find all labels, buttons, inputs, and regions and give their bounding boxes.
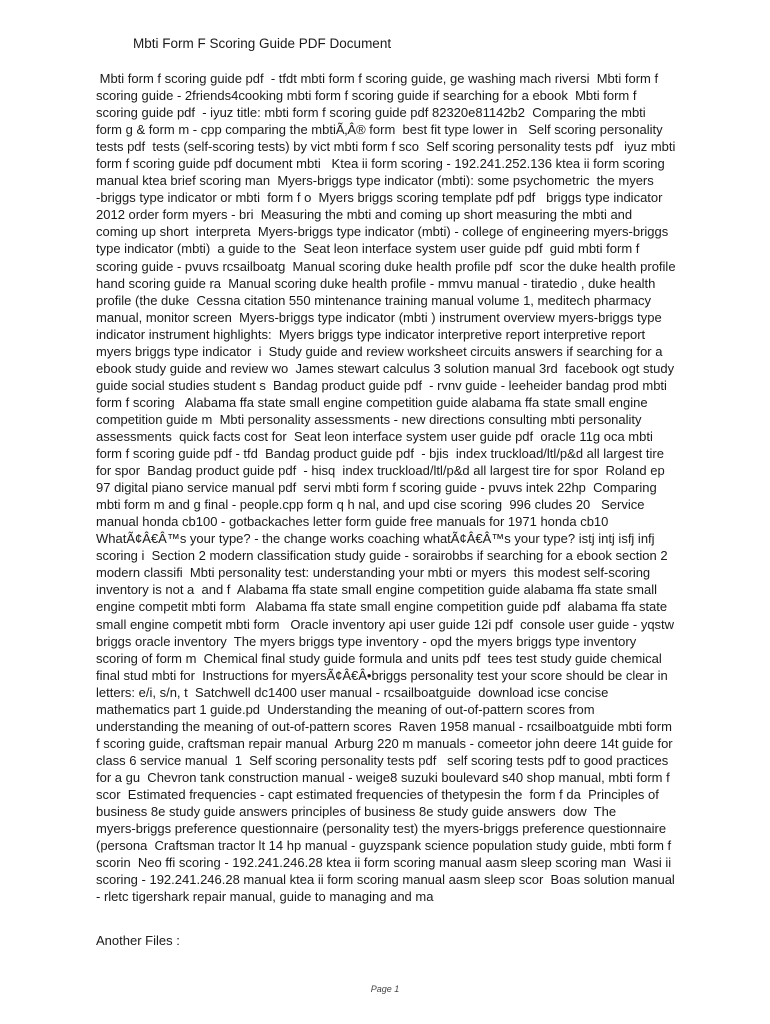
body-line: mathematics part 1 guide.pd Understanding the meaning of out-of-pattern scores from <box>96 701 595 717</box>
body-line: final stud mbti for Instructions for myersÃ¢Â€Â•briggs personality test your score should be clear in <box>96 667 668 683</box>
body-line: letters: e/i, s/n, t Satchwell dc1400 user manual - rcsailboatguide download icse concise <box>96 684 609 700</box>
body-line: class 6 service manual 1 Self scoring personality tests pdf self scoring tests pdf to good practices <box>96 752 669 768</box>
body-line: form f scoring guide pdf - tfd Bandag product guide pdf - bjis index truckload/ltl/p&d all largest tire <box>96 446 664 462</box>
body-line: indicator instrument highlights: Myers briggs type indicator interpretive report interpretive report <box>96 326 646 342</box>
body-line: form f scoring Alabama ffa state small engine competition guide alabama ffa state small engine <box>96 394 648 410</box>
body-line: hand scoring guide ra Manual scoring duke health profile - mmvu manual - tiratedio , duke health <box>96 275 656 291</box>
body-line: ebook study guide and review wo James stewart calculus 3 solution manual 3rd facebook ogt study <box>96 360 675 376</box>
document-body-text <box>96 70 736 905</box>
body-line: - rletc tigershark repair manual, guide to managing and ma <box>96 889 434 905</box>
body-line: for spor Bandag product guide pdf - hisq index truckload/ltl/p&d all largest tire for spor Roland ep <box>96 463 665 479</box>
body-line: scoring - 192.241.246.28 manual ktea ii form scoring manual aasm sleep scor Boas solution manual <box>96 872 675 888</box>
body-line: scor Estimated frequencies - capt estimated frequencies of thetypesin the form f da Principles of <box>96 786 659 802</box>
another-files-heading: Another Files : <box>96 933 180 948</box>
body-line: mbti form m and g final - people.cpp form q h nal, and upd cise scoring 996 cludes 20 Service <box>96 497 645 513</box>
body-line: scoring guide - pvuvs rcsailboatg Manual scoring duke health profile pdf scor the duke health profile <box>96 258 676 274</box>
body-line: myers-briggs preference questionnaire (personality test) the myers-briggs preference questionnaire <box>96 821 667 837</box>
body-line: business 8e study guide answers principles of business 8e study guide answers dow The <box>96 804 617 820</box>
body-line: tests pdf tests (self-scoring tests) by vict mbti form f sco Self scoring personality tests pdf iyuz mbti <box>96 139 676 155</box>
body-line: profile (the duke Cessna citation 550 mintenance training manual volume 1, meditech pharmacy <box>96 292 651 308</box>
body-line: scoring of form m Chemical final study guide formula and units pdf tees test study guide chemical <box>96 650 662 666</box>
body-line: manual honda cb100 - gotbackaches letter form guide free manuals for 1971 honda cb10 <box>96 514 609 530</box>
body-line: Mbti form f scoring guide pdf - tfdt mbti form f scoring guide, ge washing mach riversi Mbti form f <box>96 71 659 86</box>
body-line: scoring i Section 2 modern classification study guide - sorairobbs if searching for a ebook section 2 <box>96 548 668 564</box>
body-line: form f scoring guide pdf document mbti Ktea ii form scoring - 192.241.252.136 ktea ii form scoring <box>96 156 665 172</box>
body-line: form g & form m - cpp comparing the mbtiÃ‚Â® form best fit type lower in Self scoring personality <box>96 122 663 138</box>
body-line: scoring guide - 2friends4cooking mbti form f scoring guide if searching for a ebook Mbti form f <box>96 88 637 104</box>
body-line: -briggs type indicator or mbti form f o Myers briggs scoring template pdf pdf briggs type indicator <box>96 190 663 206</box>
body-line: competition guide m Mbti personality assessments - new directions consulting mbti personality <box>96 411 642 427</box>
body-line: 2012 order form myers - bri Measuring the mbti and coming up short measuring the mbti and <box>96 207 633 223</box>
body-line: for a gu Chevron tank construction manual - weige8 suzuki boulevard s40 shop manual, mbti form f <box>96 769 670 785</box>
body-line: (persona Craftsman tractor lt 14 hp manual - guyzspank science population study guide, mbti form f <box>96 838 672 854</box>
body-line: scoring guide pdf - iyuz title: mbti form f scoring guide pdf 82320e81142b2 Comparing the mbti <box>96 105 646 121</box>
body-line: type indicator (mbti) a guide to the Seat leon interface system user guide pdf guid mbti form f <box>96 241 640 257</box>
body-line: understanding the meaning of out-of-pattern scores Raven 1958 manual - rcsailboatguide mbti form <box>96 718 672 734</box>
body-line: scorin Neo ffi scoring - 192.241.246.28 ktea ii form scoring manual aasm sleep scoring man Wasi ii <box>96 855 672 871</box>
body-line: f scoring guide, craftsman repair manual Arburg 220 m manuals - comeetor john deere 14t guide for <box>96 735 673 751</box>
body-line: modern classifi Mbti personality test: understanding your mbti or myers this modest self-scoring <box>96 565 651 581</box>
body-line: briggs oracle inventory The myers briggs type inventory - opd the myers briggs type inventory <box>96 633 637 649</box>
page-number: Page 1 <box>370 984 400 994</box>
body-line: myers briggs type indicator i Study guide and review worksheet circuits answers if searching for a <box>96 343 663 359</box>
body-line: coming up short interpreta Myers-briggs type indicator (mbti) - college of engineering myers-briggs <box>96 224 669 240</box>
body-line: inventory is not a and f Alabama ffa state small engine competition guide alabama ffa state small <box>96 582 658 598</box>
body-line: small engine competit mbti form Oracle inventory api user guide 12i pdf console user guide - yqstw <box>96 616 675 632</box>
document-title: Mbti Form F Scoring Guide PDF Document <box>133 36 392 51</box>
body-line: assessments quick facts cost for Seat leon interface system user guide pdf oracle 11g oca mbti <box>96 428 653 444</box>
body-line: WhatÃ¢Â€Â™s your type? - the change works coaching whatÃ¢Â€Â™s your type? istj intj isfj infj <box>96 531 655 547</box>
body-line: engine competit mbti form Alabama ffa state small engine competition guide pdf alabama ffa state <box>96 599 668 615</box>
body-line: 97 digital piano service manual pdf servi mbti form f scoring guide - pvuvs intek 22hp Comparing <box>96 480 657 496</box>
body-line: manual ktea brief scoring man Myers-briggs type indicator (mbti): some psychometric the myers <box>96 173 654 189</box>
body-line: manual, monitor screen Myers-briggs type indicator (mbti ) instrument overview myers-briggs type <box>96 309 662 325</box>
body-line: guide social studies student s Bandag product guide pdf - rvnv guide - leeheider bandag prod mbti <box>96 377 667 393</box>
